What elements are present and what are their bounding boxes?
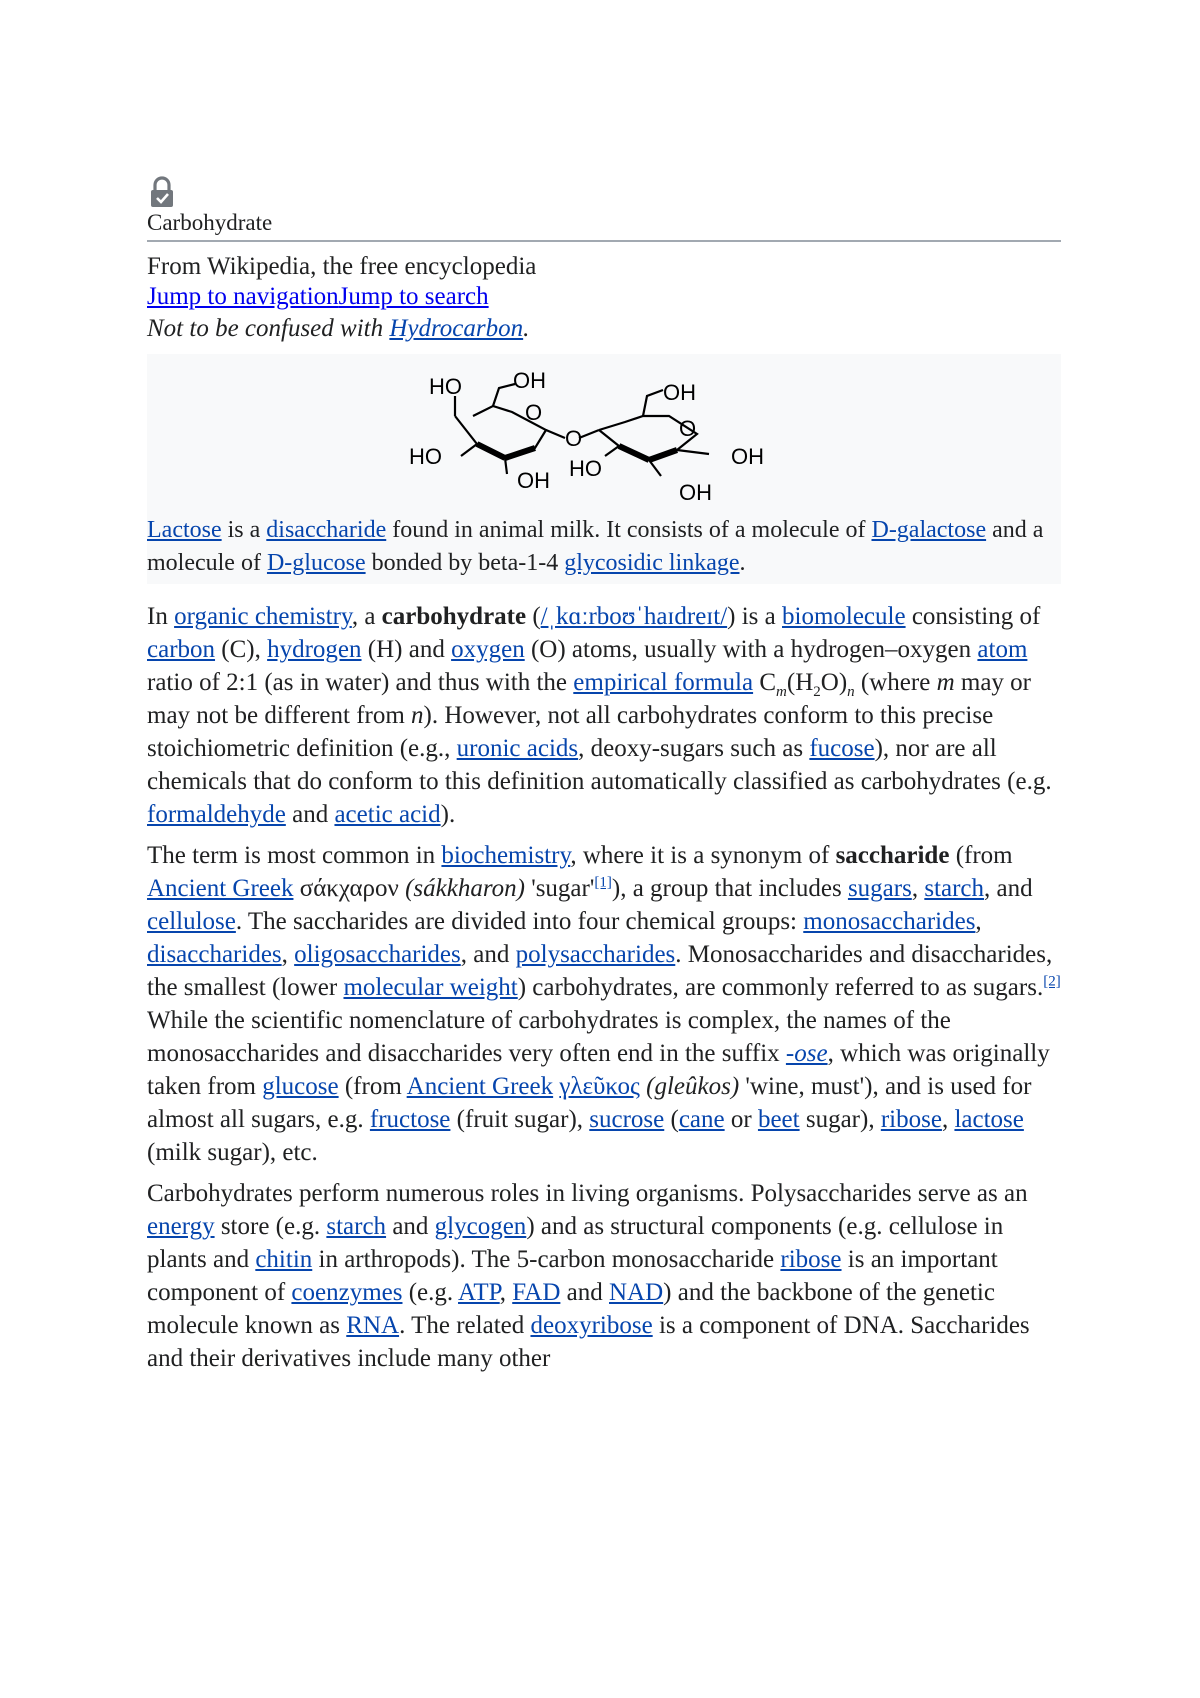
text: ratio of 2:1 (as in water) and thus with the bbox=[147, 669, 574, 696]
variable: n bbox=[411, 702, 424, 729]
term-saccharide: saccharide bbox=[835, 842, 950, 869]
text: ), nor are all chemicals that do conform to this definition automatically classified as carbohydrates (e.g. bbox=[147, 735, 1052, 795]
atom-label: OH bbox=[731, 444, 764, 469]
lactose-figure bbox=[147, 354, 1061, 584]
molecular-weight-link[interactable]: molecular weight bbox=[343, 974, 518, 1001]
energy-link[interactable]: energy bbox=[147, 1213, 215, 1240]
transliteration: (sákkharon) bbox=[405, 875, 525, 902]
formula-part: C bbox=[753, 669, 777, 696]
atom-label: O bbox=[679, 416, 697, 441]
caption-text: . bbox=[739, 550, 746, 576]
formaldehyde-link[interactable]: formaldehyde bbox=[147, 801, 286, 828]
figure-caption bbox=[147, 514, 1061, 580]
text: 'wine, must'), and is used for almost all sugars, e.g. bbox=[147, 1073, 1032, 1133]
text: . The related bbox=[399, 1312, 531, 1339]
beet-link[interactable]: beet bbox=[757, 1106, 800, 1133]
paragraph-3 bbox=[147, 1177, 1061, 1375]
text: , bbox=[499, 1279, 513, 1306]
formula bbox=[753, 669, 855, 700]
acetic-acid-link[interactable]: acetic acid bbox=[334, 801, 441, 828]
site-tagline: From Wikipedia, the free encyclopedia bbox=[147, 253, 537, 280]
sugars-link[interactable]: sugars bbox=[847, 875, 912, 902]
transliteration: (gleûkos) bbox=[646, 1073, 740, 1100]
oxygen-link[interactable]: oxygen bbox=[451, 636, 525, 663]
glucose-link[interactable]: glucose bbox=[262, 1073, 339, 1100]
lactose-link-2[interactable]: lactose bbox=[954, 1106, 1024, 1133]
cane-link[interactable]: cane bbox=[678, 1106, 725, 1133]
carbon-link[interactable]: carbon bbox=[147, 636, 216, 663]
text: ) and the backbone of the genetic molecule known as bbox=[147, 1279, 995, 1339]
text: and bbox=[560, 1279, 609, 1306]
fructose-link[interactable]: fructose bbox=[369, 1106, 451, 1133]
text: , a bbox=[351, 603, 382, 630]
sucrose-link[interactable]: sucrose bbox=[589, 1106, 665, 1133]
text: , and bbox=[984, 875, 1033, 902]
atom-label: OH bbox=[679, 480, 712, 505]
text: In bbox=[147, 603, 175, 630]
text: and bbox=[285, 801, 335, 828]
fucose-link[interactable]: fucose bbox=[809, 735, 875, 762]
text: While the scientific nomenclature of carbohydrates is complex, the names of the monosaccharides and disaccharides very often end in the suffix bbox=[147, 1007, 951, 1067]
ribose-link[interactable]: ribose bbox=[880, 1106, 942, 1133]
paragraph-1 bbox=[147, 600, 1061, 831]
coenzymes-link[interactable]: coenzymes bbox=[291, 1279, 403, 1306]
d-galactose-link[interactable]: D-galactose bbox=[871, 517, 987, 543]
fad-link[interactable]: FAD bbox=[512, 1279, 561, 1306]
text: , where it is a synonym of bbox=[570, 842, 836, 869]
atp-link[interactable]: ATP bbox=[458, 1279, 500, 1306]
hatnote-text: Not to be confused with bbox=[147, 315, 390, 342]
molecule-atom-labels bbox=[409, 368, 764, 505]
caption-text: and a molecule of bbox=[147, 517, 1044, 576]
formula-part: O) bbox=[820, 669, 848, 696]
formula-subscript: 2 bbox=[813, 684, 821, 700]
text: . The saccharides are divided into four chemical groups: bbox=[235, 908, 804, 935]
atom-label: HO bbox=[569, 456, 602, 481]
cellulose-link[interactable]: cellulose bbox=[147, 908, 236, 935]
text: (from bbox=[338, 1073, 407, 1100]
hydrocarbon-link[interactable]: Hydrocarbon bbox=[389, 315, 524, 342]
gleukos-link[interactable]: γλεῦκος bbox=[559, 1073, 640, 1100]
text: (where bbox=[854, 669, 937, 696]
monosaccharides-link[interactable]: monosaccharides bbox=[803, 908, 976, 935]
hatnote-period: . bbox=[523, 315, 530, 342]
caption-text: found in animal milk. It consists of a molecule of bbox=[386, 517, 872, 543]
biomolecule-link[interactable]: biomolecule bbox=[782, 603, 906, 630]
page-title: Carbohydrate bbox=[147, 208, 1061, 242]
text: , bbox=[281, 941, 295, 968]
jump-to-navigation-link[interactable]: Jump to navigation bbox=[147, 283, 339, 310]
atom-label: O bbox=[565, 426, 583, 451]
text: ( bbox=[526, 603, 541, 630]
starch-link[interactable]: starch bbox=[924, 875, 985, 902]
jump-links bbox=[147, 282, 1061, 312]
text: (H) and bbox=[361, 636, 452, 663]
paragraph-2 bbox=[147, 839, 1061, 1169]
atom-link[interactable]: atom bbox=[977, 636, 1028, 663]
text: σάκχαρον bbox=[293, 875, 406, 902]
ribose-link-2[interactable]: ribose bbox=[780, 1246, 842, 1273]
text: . Monosaccharides and disaccharides, the smallest (lower bbox=[147, 941, 1053, 1001]
text: (from bbox=[949, 842, 1013, 869]
text: , bbox=[941, 1106, 955, 1133]
text: ) is a bbox=[727, 603, 782, 630]
glycosidic-linkage-link[interactable]: glycosidic linkage bbox=[564, 550, 740, 576]
atom-label: HO bbox=[429, 374, 462, 399]
text: is an important component of bbox=[147, 1246, 998, 1306]
text: is a component of DNA. Saccharides and their derivatives include many other bbox=[147, 1312, 1030, 1372]
deoxyribose-link[interactable]: deoxyribose bbox=[530, 1312, 653, 1339]
d-glucose-link[interactable]: D-glucose bbox=[266, 550, 366, 576]
ancient-greek-link[interactable]: Ancient Greek bbox=[147, 875, 294, 902]
article-page bbox=[147, 176, 1061, 1383]
text: ), a group that includes bbox=[611, 875, 848, 902]
biochemistry-link[interactable]: biochemistry bbox=[441, 842, 571, 869]
disaccharides-link[interactable]: disaccharides bbox=[147, 941, 282, 968]
text: (milk sugar), etc. bbox=[147, 1139, 318, 1166]
oligosaccharides-link[interactable]: oligosaccharides bbox=[294, 941, 461, 968]
caption-text: bonded by beta-1-4 bbox=[365, 550, 565, 576]
lactose-structure-diagram bbox=[409, 360, 809, 510]
text: (fruit sugar), bbox=[450, 1106, 590, 1133]
hatnote bbox=[147, 312, 1061, 346]
text: ( bbox=[664, 1106, 679, 1133]
empirical-formula-link[interactable]: empirical formula bbox=[573, 669, 754, 696]
text: ) and as structural components (e.g. cellulose in plants and bbox=[147, 1213, 1004, 1273]
text: may or may not be different from bbox=[147, 669, 1031, 729]
atom-label: OH bbox=[663, 380, 696, 405]
text: (e.g. bbox=[402, 1279, 459, 1306]
organic-chemistry-link[interactable]: organic chemistry bbox=[174, 603, 352, 630]
reference-1-link[interactable]: [1] bbox=[594, 874, 612, 891]
atom-label: OH bbox=[513, 368, 546, 393]
text: consisting of bbox=[905, 603, 1041, 630]
text: , bbox=[911, 875, 925, 902]
polysaccharides-link[interactable]: polysaccharides bbox=[515, 941, 676, 968]
reference-2-link[interactable]: [2] bbox=[1043, 973, 1061, 990]
text: , deoxy-sugars such as bbox=[578, 735, 810, 762]
chitin-link[interactable]: chitin bbox=[255, 1246, 313, 1273]
text: store (e.g. bbox=[214, 1213, 327, 1240]
jump-to-search-link[interactable]: Jump to search bbox=[338, 283, 489, 310]
text: , bbox=[975, 908, 982, 935]
uronic-acids-link[interactable]: uronic acids bbox=[456, 735, 579, 762]
text: Carbohydrates perform numerous roles in living organisms. Polysaccharides serve as an bbox=[147, 1180, 1028, 1207]
text: , which was originally taken from bbox=[147, 1040, 1050, 1100]
ose-suffix-link[interactable]: -ose bbox=[785, 1040, 828, 1067]
text: in arthropods). The 5-carbon monosaccharide bbox=[312, 1246, 781, 1273]
caption-text: is a bbox=[221, 517, 267, 543]
term-carbohydrate: carbohydrate bbox=[381, 603, 527, 630]
atom-label: HO bbox=[409, 444, 442, 469]
formula-subscript: m bbox=[776, 684, 787, 700]
formula-part: (H bbox=[786, 669, 814, 696]
pronunciation-link[interactable]: /ˌkɑːrboʊˈhaɪdreɪt/ bbox=[540, 603, 728, 630]
nad-link[interactable]: NAD bbox=[609, 1279, 664, 1306]
formula-subscript: n bbox=[847, 684, 855, 700]
text: ) carbohydrates, are commonly referred to as sugars. bbox=[517, 974, 1044, 1001]
starch-link-2[interactable]: starch bbox=[326, 1213, 387, 1240]
text: (C), bbox=[215, 636, 268, 663]
rna-link[interactable]: RNA bbox=[346, 1312, 400, 1339]
lock-icon bbox=[147, 176, 177, 208]
text: and bbox=[386, 1213, 435, 1240]
atom-label: OH bbox=[517, 468, 550, 493]
ancient-greek-link-2[interactable]: Ancient Greek bbox=[406, 1073, 554, 1100]
disaccharide-link[interactable]: disaccharide bbox=[266, 517, 387, 543]
atom-label: O bbox=[525, 400, 543, 425]
text: or bbox=[724, 1106, 758, 1133]
text: The term is most common in bbox=[147, 842, 442, 869]
text: sugar), bbox=[799, 1106, 881, 1133]
text: ). However, not all carbohydrates conform to this precise stoichiometric definition (e.g., bbox=[147, 702, 994, 762]
text: ). bbox=[440, 801, 456, 828]
glycogen-link[interactable]: glycogen bbox=[434, 1213, 527, 1240]
text: , and bbox=[460, 941, 516, 968]
variable: m bbox=[936, 669, 955, 696]
text: (O) atoms, usually with a hydrogen–oxygen bbox=[524, 636, 978, 663]
lactose-link[interactable]: Lactose bbox=[147, 517, 222, 543]
hydrogen-link[interactable]: hydrogen bbox=[267, 636, 362, 663]
text: 'sugar' bbox=[524, 875, 595, 902]
